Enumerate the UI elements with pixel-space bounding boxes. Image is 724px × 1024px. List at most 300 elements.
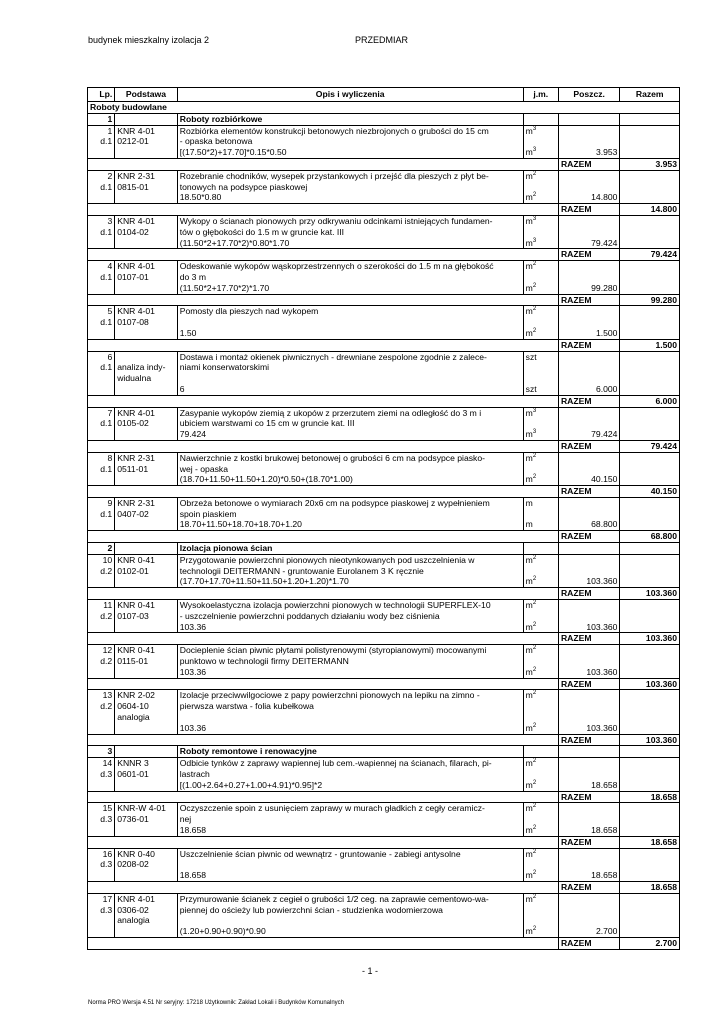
item-row (88, 125, 680, 158)
pod-line: KNR 2-31 (117, 170, 155, 181)
chapter-empty (620, 113, 680, 125)
section-title: Roboty budowlane (88, 102, 680, 114)
razem-label: RAZEM (558, 440, 620, 452)
jm-line: $m^3$ (525, 429, 537, 440)
jm-cell (523, 554, 558, 587)
razem-row (88, 531, 680, 543)
opis-cell (177, 170, 523, 203)
item-row (88, 351, 680, 395)
opis-cell (177, 306, 523, 339)
poszcz-value: 103.360 (558, 645, 620, 678)
item-row (88, 600, 680, 633)
razem-spacer (88, 937, 559, 949)
pod-line: 0107-03 (117, 610, 149, 621)
opis-line: 18.50*0.80 (179, 192, 222, 203)
pod-line: analiza indy- (117, 362, 166, 373)
chapter-empty (115, 543, 178, 555)
opis-line: punktowo w technologii firmy DEITERMANN (179, 656, 349, 667)
pod-cell (115, 306, 178, 339)
lp-line: d.1 (100, 508, 113, 519)
razem-spacer (88, 678, 559, 690)
pod-line: 0212-01 (117, 136, 149, 147)
razem-label: RAZEM (558, 937, 620, 949)
pod-cell (115, 170, 178, 203)
lp-line: 3 (107, 215, 113, 226)
opis-line: Odbicie tynków z zaprawy wapiennej lub cem.-wapiennej na ścianach, filarach, pi- (179, 758, 492, 769)
pod-line: KNR 2-31 (117, 452, 155, 463)
pod-cell (115, 215, 178, 248)
razem-value: 79.424 (620, 249, 680, 261)
jm-line: $m^2$ (525, 452, 537, 463)
opis-cell (177, 848, 523, 881)
opis-line: do 3 m (179, 271, 207, 282)
razem-value: 103.360 (620, 633, 680, 645)
jm-line (526, 182, 556, 193)
pod-cell (115, 893, 178, 937)
opis-line: nej (179, 814, 192, 825)
opis-line (180, 859, 521, 870)
razem-label: RAZEM (558, 881, 620, 893)
chapter-empty (523, 113, 558, 125)
pod-cell (115, 351, 178, 395)
opis-cell (177, 645, 523, 678)
opis-cell (177, 600, 523, 633)
pod-cell (115, 758, 178, 791)
lp-line: d.1 (100, 271, 113, 282)
pod-line: 0115-01 (117, 656, 149, 667)
chapter-empty (558, 113, 620, 125)
razem-value: 18.658 (620, 881, 680, 893)
item-row (88, 215, 680, 248)
razem-empty (620, 645, 680, 678)
lp-line: 12 (102, 645, 113, 656)
razem-spacer (88, 791, 559, 803)
razem-label: RAZEM (558, 588, 620, 600)
item-row (88, 554, 680, 587)
document-type: PRZEDMIAR (355, 35, 409, 45)
opis-cell (177, 893, 523, 937)
razem-value: 103.360 (620, 734, 680, 746)
opis-line: Uszczelnienie ścian piwnic od wewnątrz - gruntowanie - zabiegi antysolne (179, 848, 461, 859)
razem-label: RAZEM (558, 791, 620, 803)
lp-line (90, 712, 112, 723)
razem-spacer (88, 588, 559, 600)
opis-line: Rozebranie chodników, wysepek przystankowych i przejść dla pieszych z płyt be- (179, 170, 489, 181)
razem-value: 103.360 (620, 678, 680, 690)
item-row (88, 893, 680, 937)
jm-cell (523, 600, 558, 633)
razem-spacer (88, 339, 559, 351)
item-row (88, 645, 680, 678)
chapter-empty (620, 543, 680, 555)
lp-cell (88, 170, 115, 203)
opis-line: (1.20+0.90+0.90)*0.90 (179, 926, 266, 937)
pod-line: KNR 4-01 (117, 261, 155, 272)
lp-cell (88, 261, 115, 294)
item-row (88, 803, 680, 836)
item-row (88, 690, 680, 734)
razem-row (88, 249, 680, 261)
razem-value: 1.500 (620, 339, 680, 351)
jm-line (526, 701, 556, 712)
pod-line: KNR 2-02 (117, 690, 155, 701)
razem-value: 18.658 (620, 836, 680, 848)
razem-empty (620, 407, 680, 440)
razem-empty (620, 306, 680, 339)
chapter-row (88, 543, 680, 555)
opis-line: tonowych na podsypce piaskowej (179, 181, 308, 192)
pod-line: 0107-08 (117, 317, 149, 328)
jm-cell (523, 803, 558, 836)
pod-cell (115, 690, 178, 734)
razem-value: 103.360 (620, 588, 680, 600)
jm-line: szt (525, 351, 537, 362)
pod-cell (115, 452, 178, 485)
razem-empty (620, 848, 680, 881)
lp-cell (88, 803, 115, 836)
chapter-empty (558, 543, 620, 555)
razem-empty (620, 351, 680, 395)
opis-line: Rozbiórka elementów konstrukcji betonowych niezbrojonych o grubości do 15 cm (179, 125, 489, 136)
poszcz-value: 103.360 (558, 600, 620, 633)
razem-row (88, 440, 680, 452)
pod-line: KNR 4-01 (117, 306, 155, 317)
opis-line: Odeskowanie wykopów wąskoprzestrzennych o szerokości do 1.5 m na głębokość (179, 261, 494, 272)
pod-line: 0208-02 (117, 859, 149, 870)
opis-line: Przymurowanie ścianek z cegieł o grubości 1/2 ceg. na zaprawie cementowo-wa- (179, 893, 489, 904)
razem-row (88, 633, 680, 645)
lp-line: d.2 (100, 565, 113, 576)
col-opis: Opis i wyliczenia (177, 88, 523, 102)
pod-line: 0104-02 (117, 226, 149, 237)
item-row (88, 758, 680, 791)
razem-row (88, 791, 680, 803)
lp-line (90, 915, 112, 926)
razem-row (88, 339, 680, 351)
pod-line: KNR 4-01 (117, 893, 155, 904)
pod-cell (115, 848, 178, 881)
pod-line: KNR 0-41 (117, 600, 155, 611)
pod-line: KNR-W 4-01 (117, 803, 166, 814)
pod-cell (115, 497, 178, 530)
jm-cell (523, 645, 558, 678)
opis-cell (177, 351, 523, 395)
pod-cell (115, 554, 178, 587)
page-number: - 1 - (362, 966, 379, 976)
razem-label: RAZEM (558, 486, 620, 498)
jm-cell (523, 125, 558, 158)
razem-value: 99.280 (620, 294, 680, 306)
jm-line: $m^3$ (525, 407, 537, 418)
jm-line: $m^2$ (525, 327, 537, 338)
lp-line: 11 (103, 600, 113, 611)
opis-line: 18.658 (179, 870, 207, 881)
jm-line (526, 272, 556, 283)
jm-line: $m^2$ (525, 779, 537, 790)
opis-line: wej - opaska (179, 463, 228, 474)
razem-empty (620, 261, 680, 294)
section-row (88, 102, 680, 114)
lp-cell (88, 554, 115, 587)
jm-line: $m^3$ (525, 125, 537, 136)
chapter-empty (620, 746, 680, 758)
lp-line (90, 373, 112, 384)
opis-line: (11.50*2+17.70*2)*1.70 (179, 282, 270, 293)
chapter-empty (523, 746, 558, 758)
item-row (88, 170, 680, 203)
razem-row (88, 204, 680, 216)
jm-line: $m^2$ (525, 758, 537, 769)
razem-label: RAZEM (558, 339, 620, 351)
lp-line: d.1 (100, 418, 113, 429)
pod-line: KNR 0-41 (117, 554, 155, 565)
lp-cell (88, 645, 115, 678)
opis-line: Zasypanie wykopów ziemią z ukopów z przerzutem ziemi na odległość do 3 m i (179, 407, 482, 418)
poszcz-value: 18.658 (558, 803, 620, 836)
chapter-row (88, 113, 680, 125)
jm-line: $m^2$ (525, 282, 537, 293)
item-row (88, 848, 680, 881)
jm-cell (523, 893, 558, 937)
poszcz-value: 3.953 (558, 125, 620, 158)
lp-line: 9 (107, 497, 113, 508)
document-name: budynek mieszkalny izolacja 2 (88, 35, 210, 45)
opis-line: - uszczelnienie powierzchni poddanych działaniu wody bez ciśnienia (179, 610, 440, 621)
opis-line: pierwsza warstwa - folia kubełkowa (179, 701, 314, 712)
opis-line: Przygotowanie powierzchni pionowych nieotynkowanych pod uszczelnienia w (179, 554, 475, 565)
jm-line: $m^2$ (525, 722, 537, 733)
razem-empty (620, 554, 680, 587)
razem-empty (620, 170, 680, 203)
lp-line: d.1 (100, 136, 113, 147)
jm-line: $m^3$ (525, 147, 537, 158)
chapter-row (88, 746, 680, 758)
jm-line: $m^2$ (525, 621, 537, 632)
opis-cell (177, 690, 523, 734)
col-lp: Lp. (88, 88, 115, 102)
lp-line: d.2 (100, 656, 113, 667)
pod-line (117, 352, 175, 363)
razem-empty (620, 125, 680, 158)
razem-label: RAZEM (558, 158, 620, 170)
opis-line (180, 373, 521, 384)
opis-line: 79.424 (179, 429, 207, 440)
pod-line: KNR 2-31 (117, 497, 155, 508)
lp-line: d.1 (100, 181, 113, 192)
pod-line: KNR 4-01 (117, 215, 155, 226)
lp-line: 8 (107, 452, 113, 463)
jm-line (526, 769, 556, 780)
razem-spacer (88, 881, 559, 893)
jm-line (526, 509, 556, 520)
opis-cell (177, 407, 523, 440)
razem-spacer (88, 734, 559, 746)
pod-line: 0604-10 (117, 701, 149, 712)
pod-line (117, 926, 175, 937)
razem-value: 40.150 (620, 486, 680, 498)
opis-cell (177, 497, 523, 530)
opis-line: technologii DEITERMANN - gruntowanie Eurolanem 3 K ręcznie (179, 565, 424, 576)
lp-cell (88, 497, 115, 530)
opis-line: niami konserwatorskimi (179, 362, 270, 373)
jm-line: $m^2$ (525, 306, 537, 317)
razem-spacer (88, 294, 559, 306)
poszcz-value: 18.658 (558, 848, 620, 881)
pod-line: 0736-01 (117, 814, 149, 825)
opis-line (180, 317, 521, 328)
jm-line (526, 712, 556, 723)
chapter-title: Izolacja pionowa ścian (177, 543, 523, 555)
lp-line: 4 (107, 261, 113, 272)
jm-line (526, 227, 556, 238)
poszcz-value: 6.000 (558, 351, 620, 395)
razem-label: RAZEM (558, 531, 620, 543)
jm-line: $m^2$ (525, 600, 537, 611)
col-poszcz: Poszcz. (558, 88, 620, 102)
pod-cell (115, 803, 178, 836)
pod-cell (115, 261, 178, 294)
opis-line: piennej do ościeży lub powierzchni ścian - studzienka wodomierzowa (179, 904, 443, 915)
poszcz-value: 40.150 (558, 452, 620, 485)
jm-line (526, 317, 556, 328)
lp-cell (88, 351, 115, 395)
razem-row (88, 937, 680, 949)
razem-label: RAZEM (558, 734, 620, 746)
opis-line: Wysokoelastyczna izolacja powierzchni pionowych w technologii SUPERFLEX-10 (179, 600, 491, 611)
lp-cell (88, 690, 115, 734)
poszcz-value: 18.658 (558, 758, 620, 791)
opis-line: Oczyszczenie spoin z usunięciem zaprawy w murach gładkich z cegły ceramicz- (179, 803, 485, 814)
chapter-empty (523, 543, 558, 555)
lp-line: 10 (102, 554, 113, 565)
opis-line (180, 915, 521, 926)
lp-line: d.3 (100, 859, 113, 870)
jm-line: $m^2$ (525, 870, 537, 881)
razem-value: 18.658 (620, 791, 680, 803)
jm-line: $m^2$ (525, 170, 537, 181)
razem-empty (620, 803, 680, 836)
lp-line: 2 (107, 170, 113, 181)
razem-label: RAZEM (558, 633, 620, 645)
pod-line (117, 723, 175, 734)
razem-row (88, 158, 680, 170)
lp-line: 1 (107, 125, 113, 136)
lp-line: 5 (107, 306, 113, 317)
jm-line: $m^2$ (525, 893, 537, 904)
lp-cell (88, 306, 115, 339)
poszcz-value: 99.280 (558, 261, 620, 294)
jm-line: szt (525, 383, 537, 394)
razem-empty (620, 690, 680, 734)
jm-line: $m^2$ (525, 474, 537, 485)
jm-line: $m^3$ (525, 215, 537, 226)
razem-row (88, 395, 680, 407)
razem-empty (620, 497, 680, 530)
poszcz-value: 103.360 (558, 554, 620, 587)
jm-cell (523, 351, 558, 395)
razem-label: RAZEM (558, 395, 620, 407)
razem-spacer (88, 531, 559, 543)
razem-value: 14.800 (620, 204, 680, 216)
chapter-empty (115, 113, 178, 125)
jm-cell (523, 690, 558, 734)
jm-line (526, 905, 556, 916)
item-row (88, 261, 680, 294)
opis-line: [(1.00+2.64+0.27+1.00+4.91)*0.95]*2 (179, 779, 323, 790)
pod-line: 0601-01 (117, 769, 149, 780)
opis-line: 18.658 (179, 825, 207, 835)
opis-line: 103.36 (179, 722, 207, 733)
table-header-row (88, 88, 680, 102)
opis-line: 18.70+11.50+18.70+18.70+1.20 (179, 519, 302, 530)
item-row (88, 306, 680, 339)
razem-label: RAZEM (558, 836, 620, 848)
chapter-empty (115, 746, 178, 758)
jm-line: $m^2$ (525, 825, 537, 835)
razem-value: 3.953 (620, 158, 680, 170)
lp-line: 7 (107, 407, 113, 418)
razem-row (88, 881, 680, 893)
poszcz-value: 2.700 (558, 893, 620, 937)
lp-line: 16 (102, 848, 113, 859)
col-jm: j.m. (523, 88, 558, 102)
jm-line (526, 656, 556, 667)
jm-line: $m^2$ (525, 690, 537, 701)
opis-line: 103.36 (179, 666, 207, 677)
razem-row (88, 678, 680, 690)
lp-cell (88, 848, 115, 881)
pod-line: KNR 0-40 (117, 848, 155, 859)
jm-line (526, 418, 556, 429)
lp-cell (88, 125, 115, 158)
jm-line (526, 136, 556, 147)
razem-label: RAZEM (558, 294, 620, 306)
jm-cell (523, 758, 558, 791)
jm-line (526, 566, 556, 577)
opis-line: Pomosty dla pieszych nad wykopem (179, 306, 319, 317)
poszcz-value: 79.424 (558, 215, 620, 248)
lp-line: d.3 (100, 769, 113, 780)
opis-line: Wykopy o ścianach pionowych przy odkrywaniu odcinkami istniejących fundamen- (179, 215, 493, 226)
jm-line: $m^2$ (525, 848, 537, 859)
razem-spacer (88, 633, 559, 645)
chapter-number: 1 (88, 113, 115, 125)
col-podstawa: Podstawa (115, 88, 178, 102)
opis-line: 103.36 (179, 621, 207, 632)
jm-line: $m^2$ (525, 576, 537, 587)
lp-cell (88, 215, 115, 248)
opis-line: ubiciem warstwami co 15 cm w gruncie kat. III (179, 418, 355, 429)
razem-spacer (88, 158, 559, 170)
poszcz-value: 79.424 (558, 407, 620, 440)
lp-line: d.1 (100, 226, 113, 237)
opis-cell (177, 803, 523, 836)
poszcz-value: 14.800 (558, 170, 620, 203)
opis-line: (18.70+11.50+11.50+1.20)*0.50+(18.70*1.00) (179, 474, 353, 485)
jm-line: $m^2$ (525, 926, 537, 937)
razem-value: 6.000 (620, 395, 680, 407)
chapter-number: 3 (88, 746, 115, 758)
opis-cell (177, 554, 523, 587)
lp-line: 6 (107, 351, 113, 362)
opis-cell (177, 125, 523, 158)
pod-cell (115, 407, 178, 440)
pod-line: analogia (117, 915, 150, 926)
jm-line (526, 859, 556, 870)
opis-line: Obrzeża betonowe o wymiarach 20x6 cm na podsypce piaskowej z wypełnieniem (179, 497, 490, 508)
jm-line (526, 611, 556, 622)
razem-row (88, 836, 680, 848)
